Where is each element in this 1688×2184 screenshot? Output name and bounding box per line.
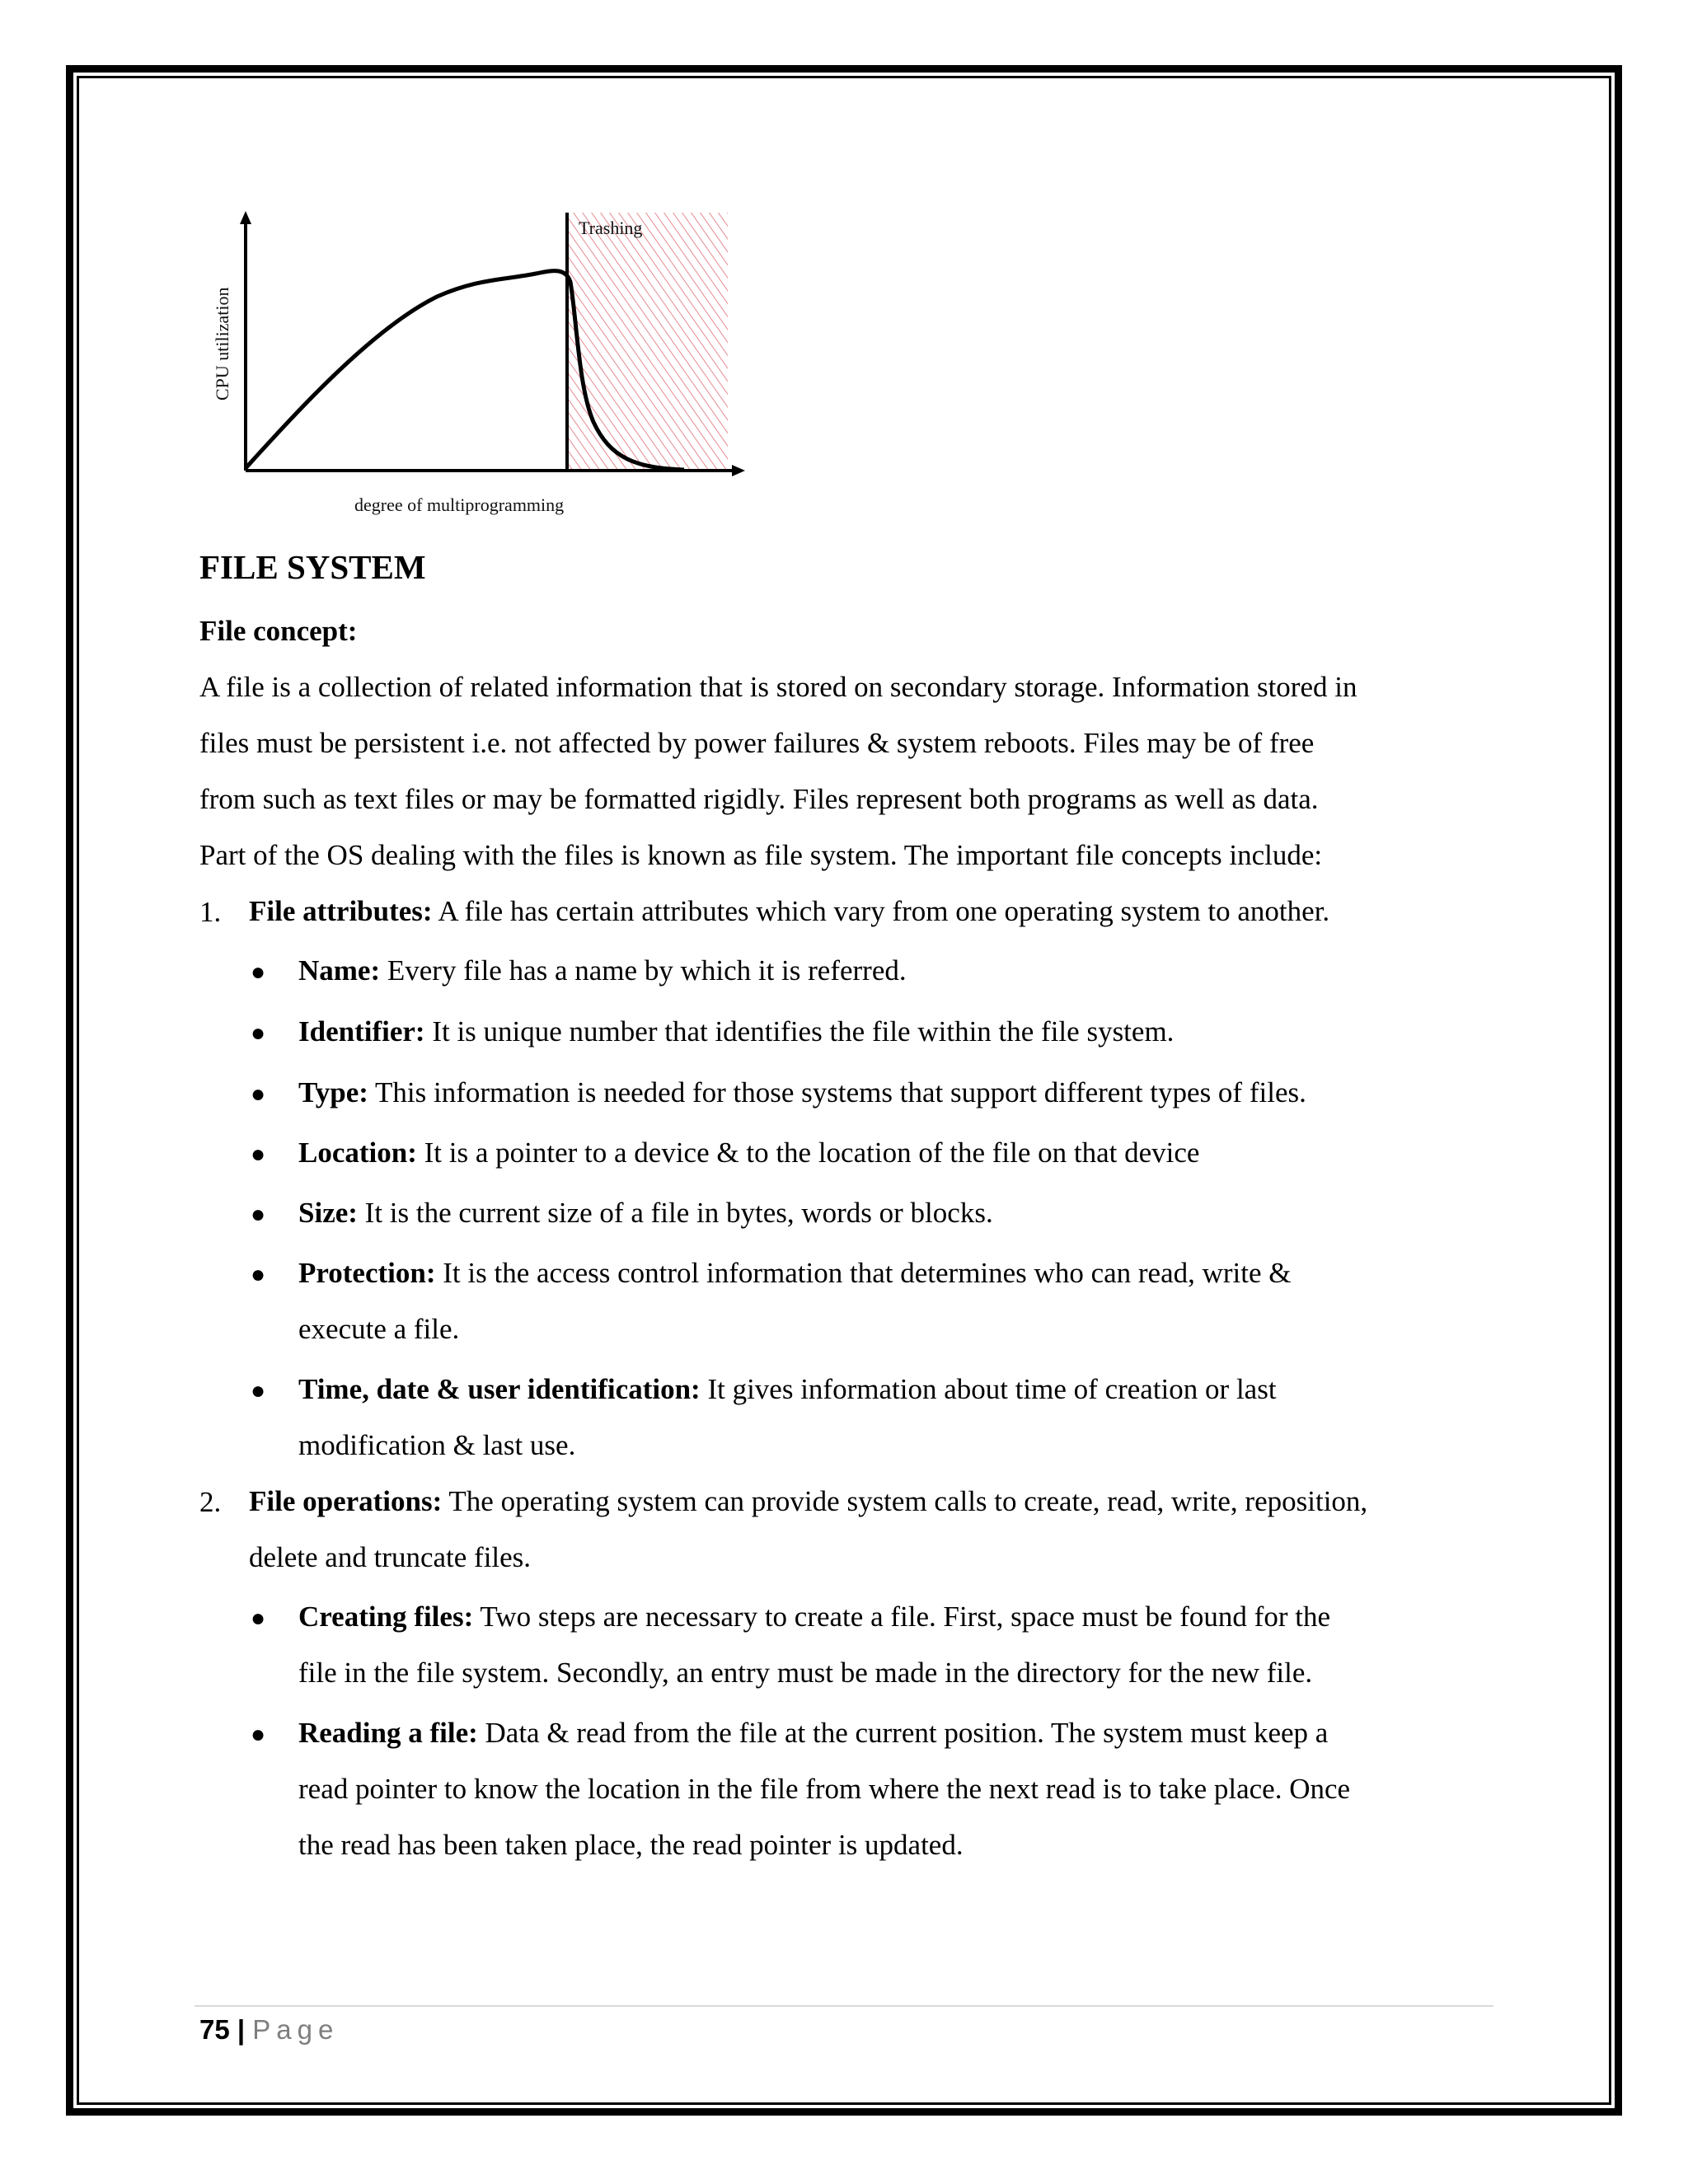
- bullet-text: This information is needed for those systems that support different types of files.: [368, 1076, 1306, 1108]
- bullet-icon: ●: [251, 958, 266, 986]
- thrashing-region: [567, 213, 728, 471]
- bullet-text: Two steps are necessary to create a file. First, space must be found for the: [473, 1601, 1330, 1633]
- bullet-label: Name:: [298, 954, 381, 987]
- bullet-item: [298, 1016, 1174, 1048]
- x-axis-label: degree of multiprogramming: [354, 494, 565, 515]
- bullet-icon: ●: [251, 1721, 266, 1748]
- page-number: 75: [199, 2014, 230, 2045]
- bullet-text: It is the access control information that determines who can read, write &: [435, 1257, 1292, 1289]
- section-heading: FILE SYSTEM: [199, 548, 426, 586]
- bullet-label: Time, date & user identification:: [298, 1373, 701, 1405]
- paragraph-line: from such as text files or may be formatted rigidly. Files represent both programs as well as data.: [199, 783, 1319, 815]
- thrashing-figure: [206, 206, 767, 519]
- bullet-text: It is the current size of a file in bytes, words or blocks.: [357, 1197, 993, 1229]
- thrashing-label: Trashing: [579, 218, 643, 238]
- bullet-text: It gives information about time of creation or last: [700, 1373, 1277, 1405]
- x-axis-arrow: [732, 465, 745, 476]
- list-item-label: File attributes:: [249, 895, 433, 927]
- thrashing-diagram: [206, 206, 767, 519]
- bullet-label: Location:: [298, 1137, 417, 1169]
- bullet-continuation: the read has been taken place, the read pointer is updated.: [298, 1829, 964, 1861]
- list-item-text: The operating system can provide system calls to create, read, write, reposition,: [442, 1485, 1368, 1517]
- page-word: Page: [252, 2014, 340, 2045]
- bullet-item: [298, 1718, 1328, 1750]
- bullet-continuation: read pointer to know the location in the file from where the next read is to take place. Once: [298, 1773, 1351, 1805]
- bullet-item: [298, 1258, 1292, 1290]
- page-footer: [199, 2014, 339, 2046]
- bullet-item: [298, 1374, 1277, 1406]
- bullet-icon: ●: [251, 1080, 266, 1108]
- bullet-item: [298, 955, 907, 987]
- list-item-label: File operations:: [249, 1485, 443, 1517]
- bullet-label: Reading a file:: [298, 1717, 478, 1749]
- bullet-text: Data & read from the file at the current position. The system must keep a: [477, 1717, 1329, 1749]
- list-number: 2.: [199, 1486, 222, 1518]
- bullet-continuation: modification & last use.: [298, 1429, 576, 1461]
- bullet-text: It is unique number that identifies the file within the file system.: [424, 1015, 1175, 1047]
- bullet-icon: ●: [251, 1201, 266, 1228]
- paragraph-line: files must be persistent i.e. not affected by power failures & system reboots. Files may be of free: [199, 727, 1315, 759]
- bullet-text: It is a pointer to a device & to the location of the file on that device: [416, 1137, 1200, 1169]
- bullet-item: [298, 1601, 1330, 1633]
- bullet-item: [298, 1137, 1199, 1169]
- bullet-item: [298, 1077, 1306, 1109]
- bullet-icon: ●: [251, 1141, 266, 1168]
- y-axis-label: CPU utilization: [212, 287, 232, 401]
- paragraph-line: A file is a collection of related information that is stored on secondary storage. Information stored in: [199, 671, 1357, 703]
- bullet-icon: ●: [251, 1377, 266, 1404]
- bullet-continuation: file in the file system. Secondly, an entry must be made in the directory for the new file.: [298, 1657, 1313, 1689]
- list-item-continuation: delete and truncate files.: [249, 1541, 532, 1573]
- subsection-heading: File concept:: [199, 615, 358, 647]
- bullet-continuation: execute a file.: [298, 1313, 460, 1345]
- footer-divider: [195, 2005, 1493, 2007]
- list-number: 1.: [199, 896, 222, 928]
- bullet-icon: ●: [251, 1019, 266, 1047]
- bullet-label: Protection:: [298, 1257, 436, 1289]
- bullet-label: Type:: [298, 1076, 368, 1108]
- bullet-text: Every file has a name by which it is referred.: [380, 954, 907, 987]
- list-item-text: A file has certain attributes which vary from one operating system to another.: [432, 895, 1330, 927]
- list-item-2: [249, 1486, 1367, 1518]
- y-axis-arrow: [240, 211, 251, 224]
- page-separator: |: [237, 2014, 246, 2045]
- bullet-label: Creating files:: [298, 1601, 474, 1633]
- list-item-1: [249, 896, 1329, 928]
- bullet-icon: ●: [251, 1261, 266, 1288]
- bullet-label: Size:: [298, 1197, 358, 1229]
- paragraph-line: Part of the OS dealing with the files is known as file system. The important file concepts include:: [199, 839, 1323, 871]
- bullet-item: [298, 1197, 993, 1230]
- bullet-label: Identifier:: [298, 1015, 425, 1047]
- bullet-icon: ●: [251, 1605, 266, 1632]
